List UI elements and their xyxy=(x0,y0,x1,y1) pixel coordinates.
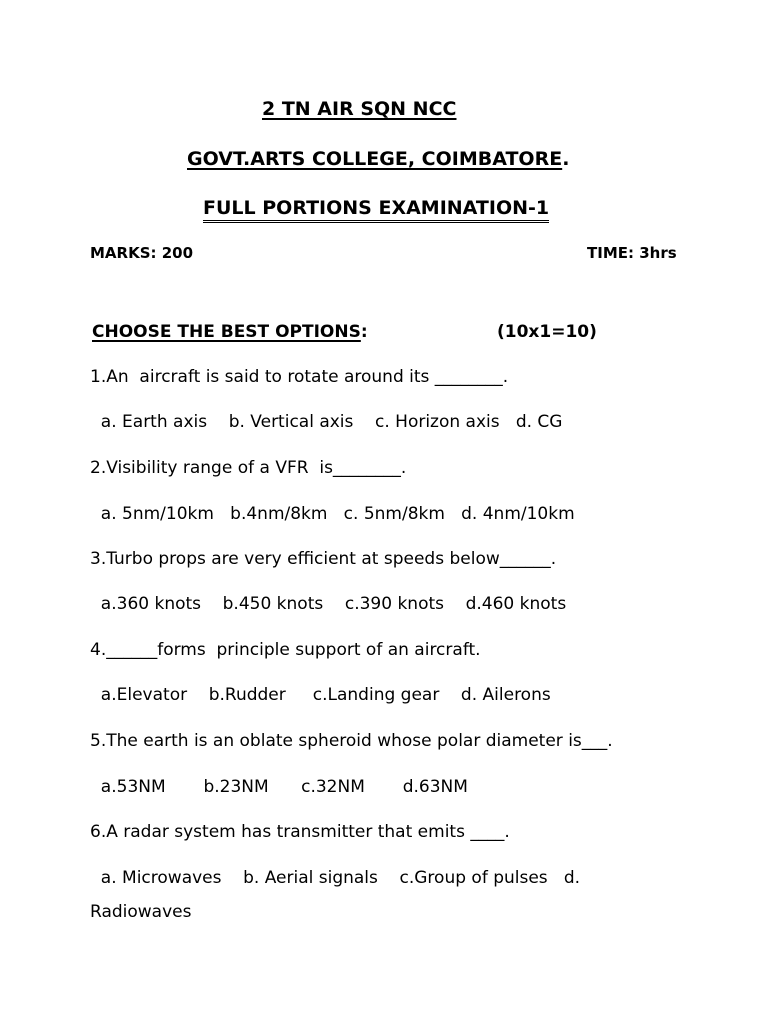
question-1: 1.An aircraft is said to rotate around its ________. xyxy=(90,367,509,387)
options-1: a. Earth axis b. Vertical axis c. Horizon axis d. CG xyxy=(90,412,563,432)
question-4: 4.______forms principle support of an aircraft. xyxy=(90,640,481,660)
options-5: a.53NM b.23NM c.32NM d.63NM xyxy=(90,777,468,797)
marks-label: MARKS: 200 xyxy=(90,244,194,262)
options-4: a.Elevator b.Rudder c.Landing gear d. Ailerons xyxy=(90,685,551,705)
section-colon: : xyxy=(360,322,368,342)
options-2: a. 5nm/10km b.4nm/8km c. 5nm/8km d. 4nm/10km xyxy=(90,504,575,524)
exam-title-text: FULL PORTIONS EXAMINATION-1 xyxy=(203,197,549,223)
time-label: TIME: 3hrs xyxy=(587,244,677,262)
options-3: a.360 knots b.450 knots c.390 knots d.460 knots xyxy=(90,594,567,614)
question-5: 5.The earth is an oblate spheroid whose polar diameter is___. xyxy=(90,731,613,751)
section-title: CHOOSE THE BEST OPTIONS xyxy=(92,322,361,342)
unit-title: 2 TN AIR SQN NCC xyxy=(262,98,457,120)
exam-title xyxy=(203,197,549,219)
options-6-continued: Radiowaves xyxy=(90,902,192,922)
question-3: 3.Turbo props are very efficient at speeds below______. xyxy=(90,549,557,569)
college-name: GOVT.ARTS COLLEGE, COIMBATORE xyxy=(187,148,563,170)
college-title xyxy=(187,148,569,170)
section-heading xyxy=(92,322,368,342)
section-scheme: (10x1=10) xyxy=(497,322,597,342)
options-6: a. Microwaves b. Aerial signals c.Group of pulses d. xyxy=(90,868,581,888)
question-2: 2.Visibility range of a VFR is________. xyxy=(90,458,407,478)
question-6: 6.A radar system has transmitter that emits ____. xyxy=(90,822,510,842)
college-period: . xyxy=(562,148,570,170)
